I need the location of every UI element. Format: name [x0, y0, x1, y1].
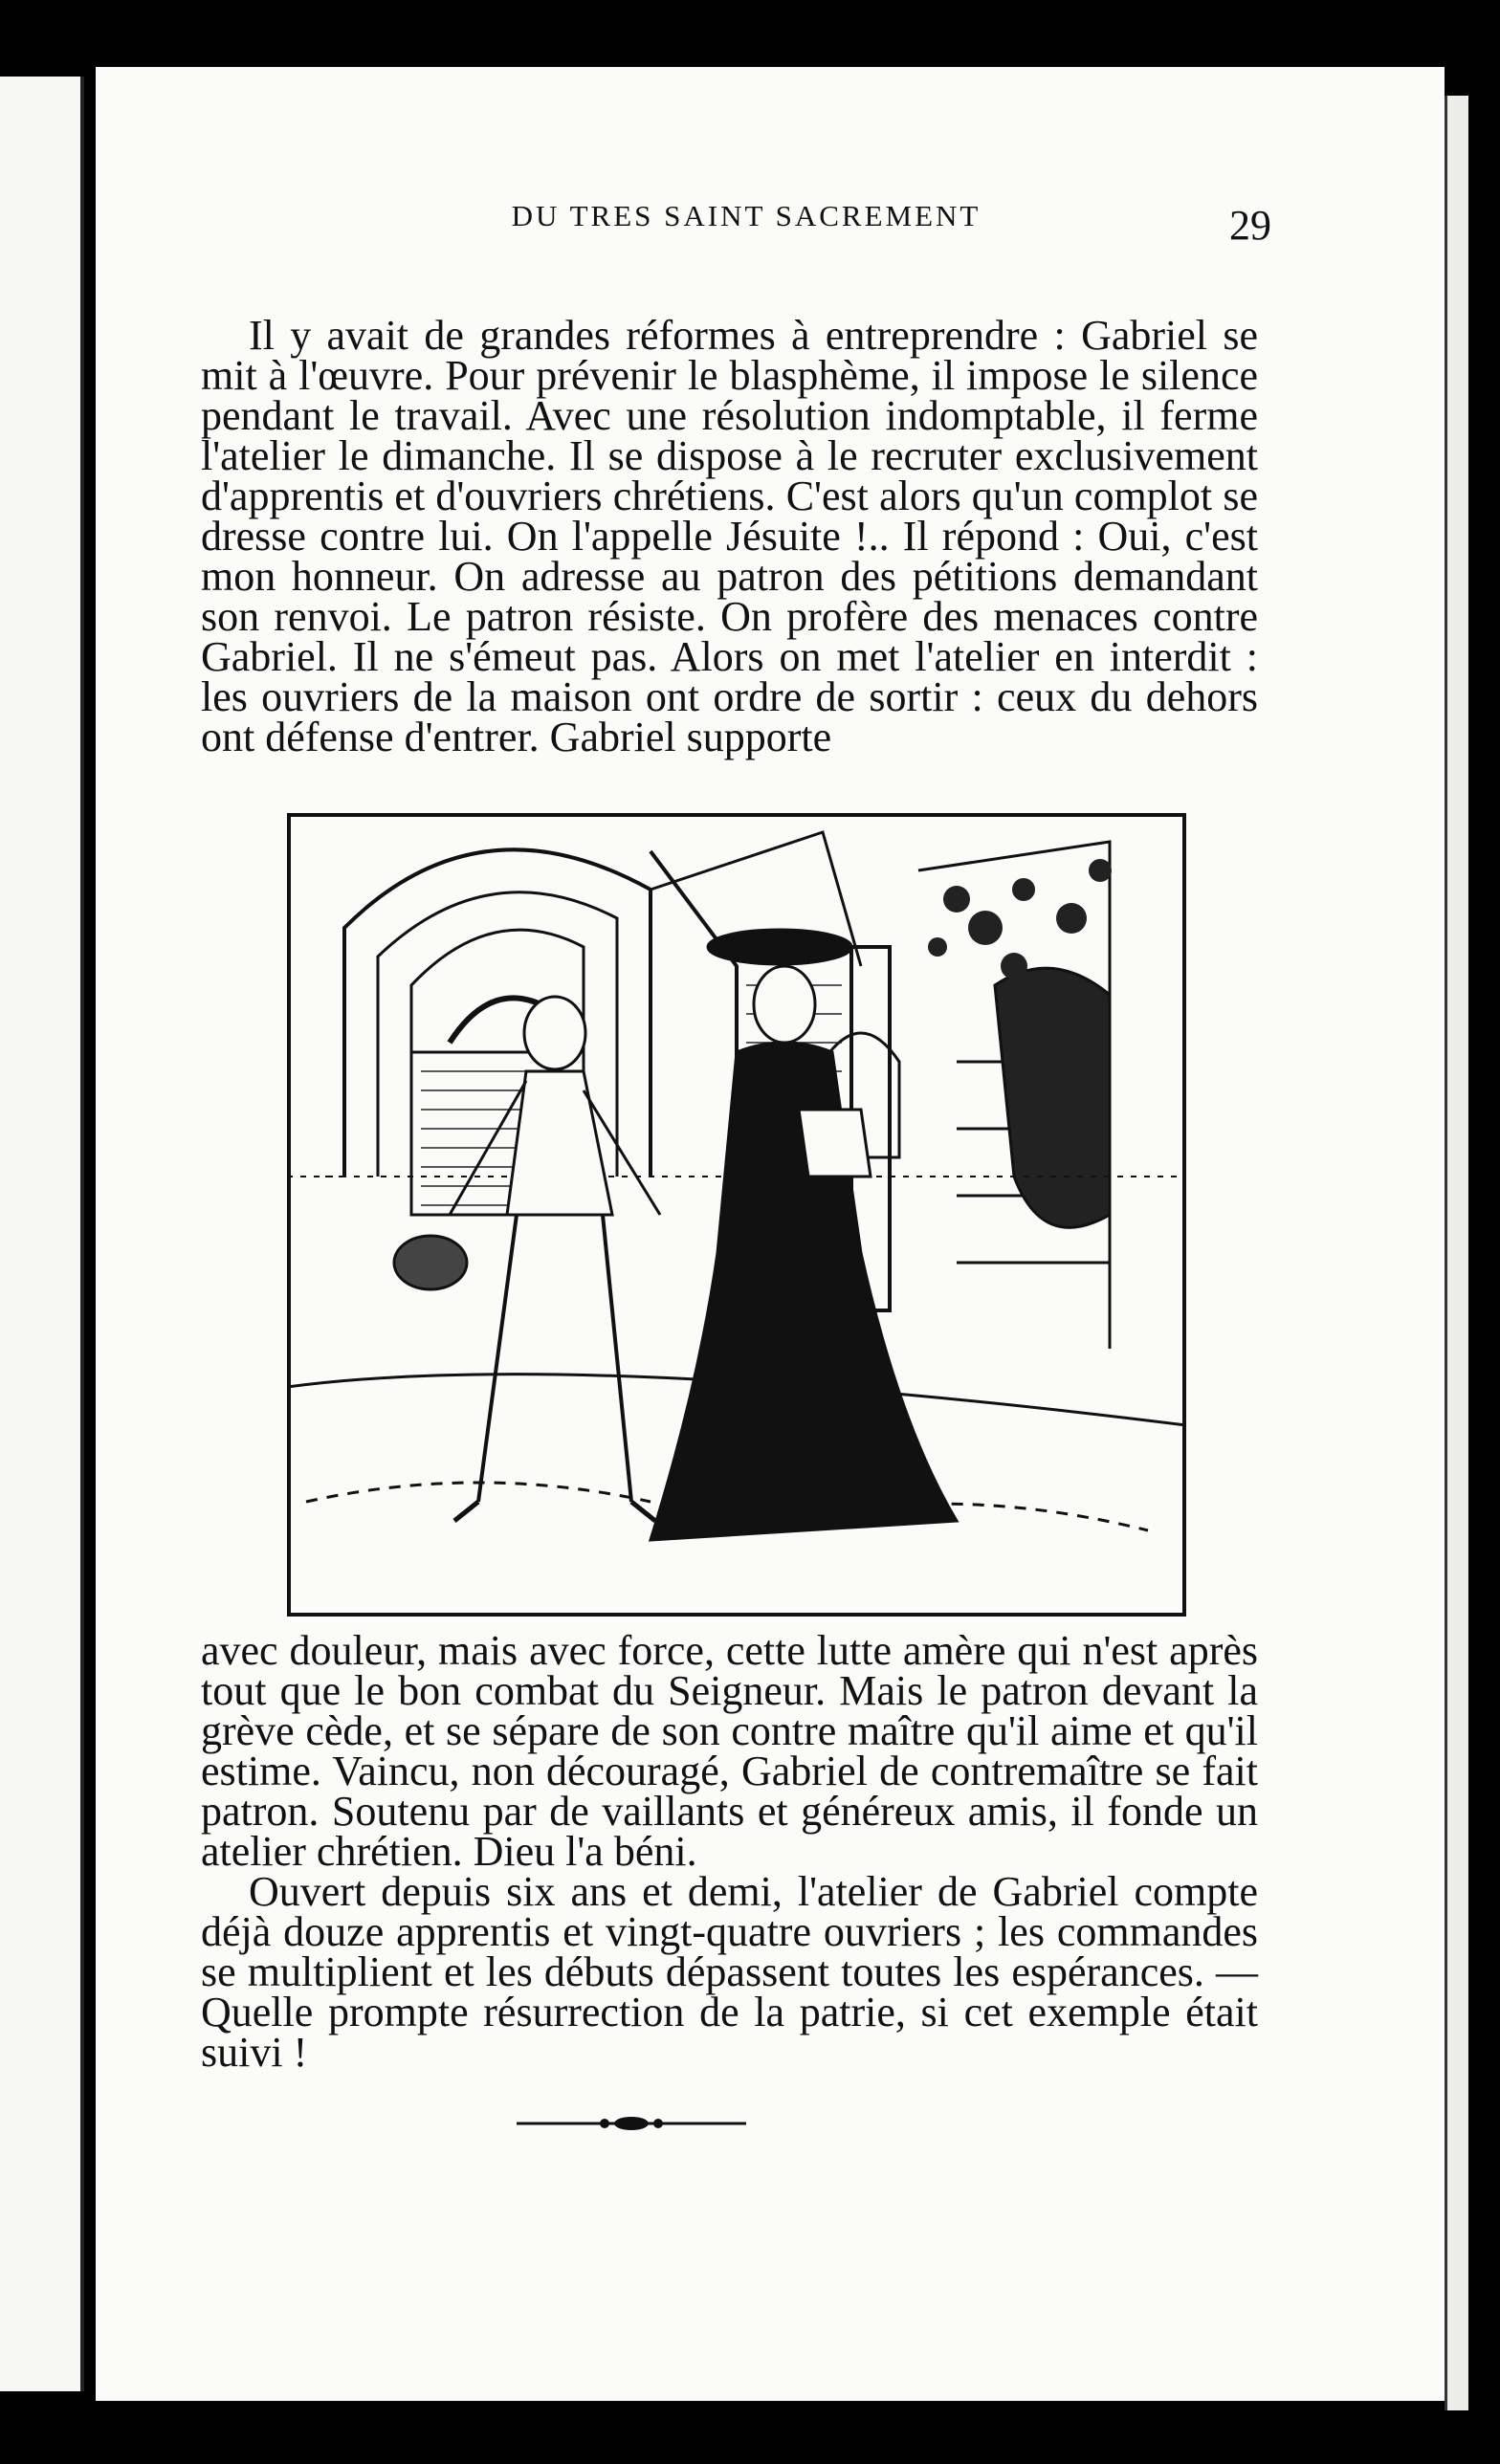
paragraph: Ouvert depuis six ans et demi, l'atelier de Gabriel compte déjà douze apprentis et vingt-quatre ouvriers ; les commandes se multiplient et les débuts dépassent toutes les espérances. — Quelle prompte résurrection de la patrie, si cet exemple était suivi !	[201, 1868, 1258, 2076]
young-man-figure	[394, 997, 660, 1521]
text-block-bottom	[201, 1627, 1258, 2076]
page-number: 29	[1229, 202, 1271, 249]
adjacent-page-edge	[0, 77, 84, 2391]
tail-ornament	[517, 2114, 746, 2133]
engraving-illustration	[287, 813, 1186, 1617]
paragraph: avec douleur, mais avec force, cette lutte amère qui n'est après tout que le bon combat du Seigneur. Mais le patron devant la grève cède, et se sépare de son contre maître qu'il aime et qu'il estime. Vaincu, non découragé, Gabriel de contremaître se fait patron. Soutenu par de vaillants et généreux amis, il fonde un atelier chrétien. Dieu l'a béni.	[201, 1627, 1258, 1875]
text-block-top	[201, 312, 1258, 760]
page-stack-edge	[1445, 96, 1468, 2410]
running-head: DU TRES SAINT SACREMENT	[511, 199, 982, 232]
foliage	[928, 859, 1112, 979]
paragraph: Il y avait de grandes réformes à entreprendre : Gabriel se mit à l'œuvre. Pour prévenir le blasphème, il impose le silence pendant le travail. Avec une résolution indomptable, il ferme l'atelier le dimanche. Il se dispose à le recruter exclusivement d'apprentis et d'ouvriers chrétiens. C'est alors qu'un complot se dresse contre lui. On l'appelle Jésuite !.. Il répond : Oui, c'est mon honneur. On adresse au patron des pétitions demandant son renvoi. Le patron résiste. On profère des menaces contre Gabriel. Il ne s'émeut pas. Alors on met l'atelier en interdit : les ouvriers de la maison ont ordre de sortir : ceux du dehors ont défense d'entrer. Gabriel supporte	[201, 312, 1258, 760]
priest-figure	[651, 930, 957, 1540]
